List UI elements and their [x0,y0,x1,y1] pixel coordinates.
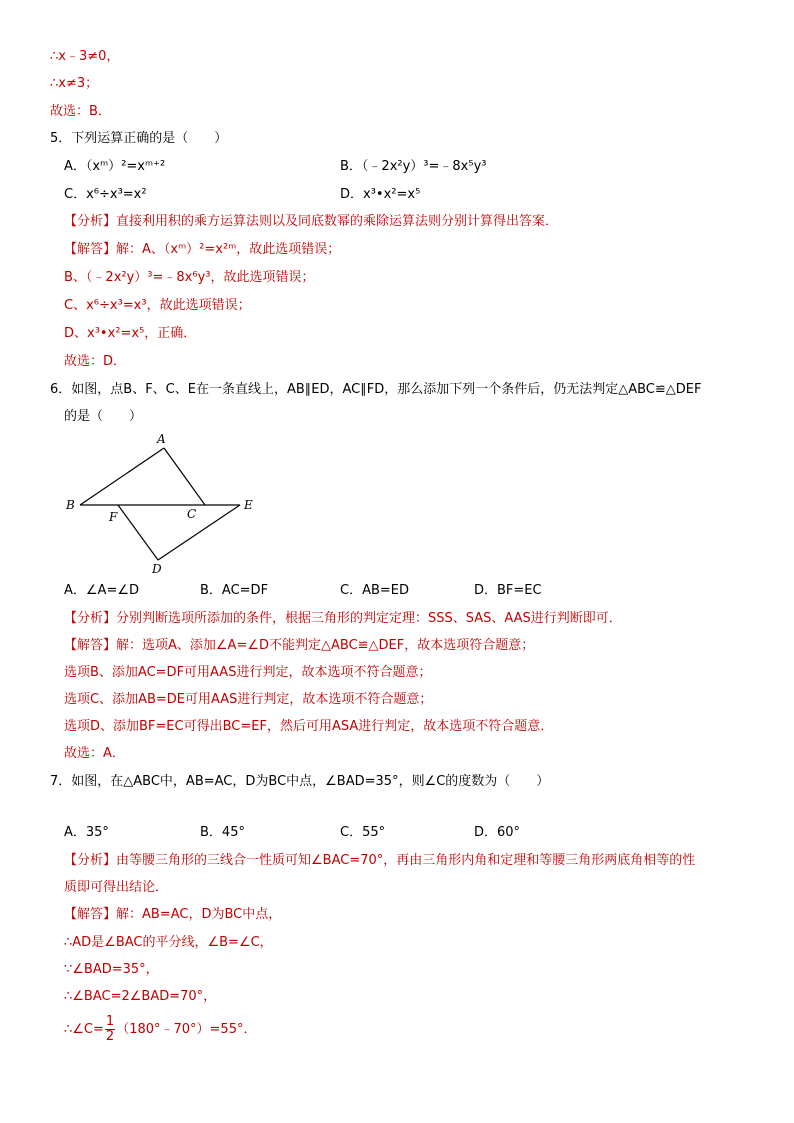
q6-analysis: 【分析】分别判断选项所添加的条件，根据三角形的判定定理：SSS、SAS、AAS进行判断即可． [64,611,622,626]
fraction-suffix: （180°﹣70°）=55°． [116,1022,257,1037]
fraction [105,1015,115,1044]
q7-option-c: C．55° [340,825,386,840]
question-5-stem: 5．下列运算正确的是（ ） [50,131,228,146]
fraction-denominator: 2 [105,1029,115,1044]
q7-analysis: 【分析】由等腰三角形的三线合一性质可知∠BAC=70°，再由三角形内角和定理和等腰三角形两底角相等的性 [64,853,696,868]
q7-analysis-cont: 质即可得出结论． [64,880,169,895]
q6-answer-line: 选项D、添加BF=EC可得出BC=EF，然后可用ASA进行判定，故本选项不符合题意． [64,719,554,734]
choice-label: 故选：B． [50,104,111,119]
q6-answer-line: 选项C、添加AB=DE可用AAS进行判定，故本选项不符合题意； [64,692,433,707]
q5-option-c: C．x⁶÷x³=x² [64,187,147,202]
q6-option-d: D．BF=EC [474,583,542,598]
fraction-prefix: ∴∠C= [64,1022,104,1037]
q6-choice: 故选：A． [64,746,125,761]
q6-answer-line: 【解答】解：选项A、添加∠A=∠D不能判定△ABC≌△DEF，故本选项符合题意； [64,638,535,653]
q7-answer-line: ∵∠BAD=35°， [64,962,159,977]
question-7-stem: 7．如图，在△ABC中，AB=AC，D为BC中点，∠BAD=35°，则∠C的度数为（ ） [50,774,550,789]
point-label-a: A [157,432,166,446]
q7-option-d: D．60° [474,825,521,840]
q7-answer-line: 【解答】解：AB=AC，D为BC中点， [64,907,282,922]
q6-option-c: C．AB=ED [340,583,410,598]
q6-option-a: A．∠A=∠D [64,583,139,598]
q5-option-a: A．（xᵐ）²=xᵐ⁺² [64,159,166,174]
q6-geometry-figure [60,428,270,578]
point-label-d: D [152,562,162,576]
q6-option-b: B．AC=DF [200,583,269,598]
q7-option-a: A．35° [64,825,109,840]
q5-answer-line: C、x⁶÷x³=x³，故此选项错误； [64,298,251,313]
fraction-numerator: 1 [105,1014,115,1029]
q5-option-b: B．（﹣2x²y）³=﹣8x⁵y³ [340,159,487,174]
q5-analysis: 【分析】直接利用积的乘方运算法则以及同底数幂的乘除运算法则分别计算得出答案． [64,214,559,229]
q7-answer-fraction-line [64,1014,256,1046]
q6-answer-line: 选项B、添加AC=DF可用AAS进行判定，故本选项不符合题意； [64,665,432,680]
question-6-stem-cont: 的是（ ） [64,409,143,424]
q5-answer-line: D、x³•x²=x⁵，正确． [64,326,197,341]
q7-answer-line: ∴AD是∠BAC的平分线，∠B=∠C， [64,935,273,950]
point-label-b: B [66,498,75,512]
q5-answer-line: 【解答】解：A、（xᵐ）²=x²ᵐ，故此选项错误； [64,242,341,257]
q5-answer-line: B、（﹣2x²y）³=﹣8x⁶y³，故此选项错误； [64,270,315,285]
q5-choice: 故选：D． [64,354,127,369]
q7-option-b: B．45° [200,825,245,840]
text-line [50,103,111,121]
q5-option-d: D．x³•x²=x⁵ [340,187,421,202]
text-line: ∴x≠3； [50,76,99,91]
q7-answer-line: ∴∠BAC=2∠BAD=70°， [64,989,217,1004]
point-label-f: F [109,510,118,524]
question-6-stem: 6．如图，点B、F、C、E在一条直线上，AB∥ED，AC∥FD，那么添加下列一个条件后，仍无法判定△ABC≌△DEF [50,382,702,397]
point-label-e: E [244,498,253,512]
point-label-c: C [187,507,197,521]
text-line: ∴x﹣3≠0， [50,49,120,64]
